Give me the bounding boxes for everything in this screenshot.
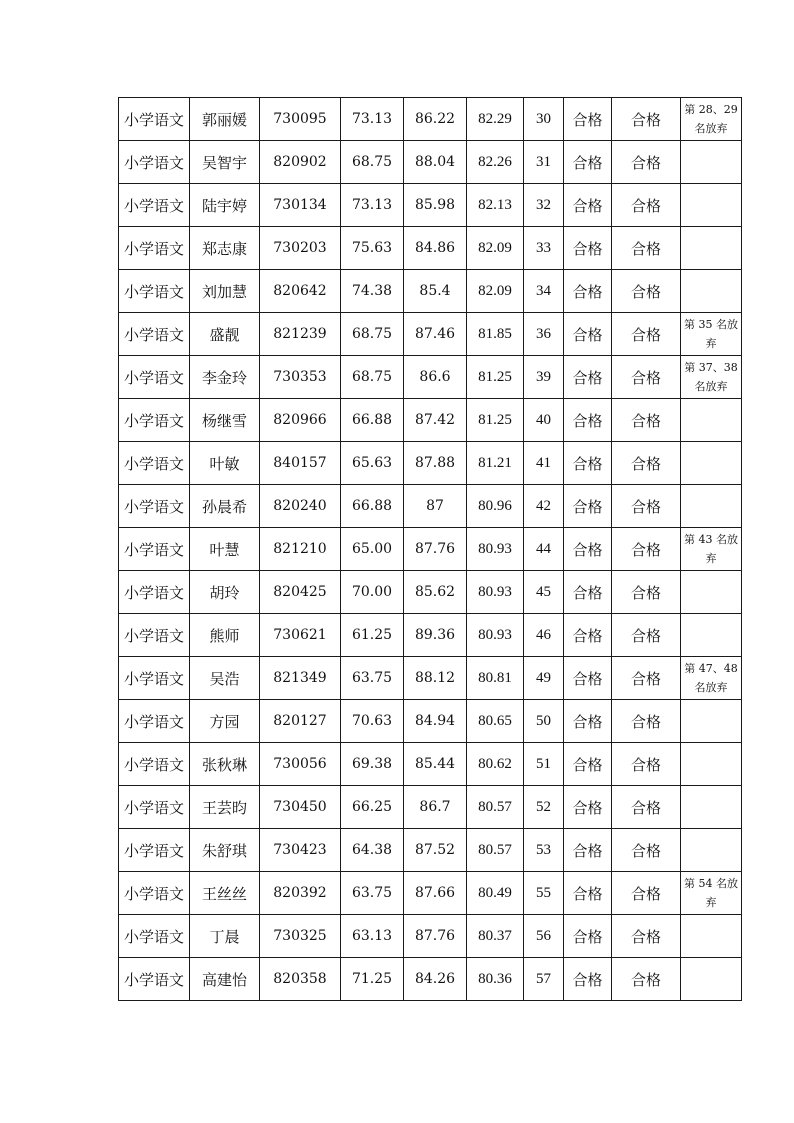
interview-score-cell: 86.7 xyxy=(404,786,467,829)
note-cell xyxy=(681,829,742,872)
name-cell: 高建怡 xyxy=(190,958,260,1001)
note-cell xyxy=(681,184,742,227)
note-cell xyxy=(681,313,742,356)
written-score-cell: 63.75 xyxy=(341,872,404,915)
rank-cell: 32 xyxy=(524,184,564,227)
name-cell: 王芸昀 xyxy=(190,786,260,829)
total-score-cell: 81.25 xyxy=(467,356,524,399)
candidate-id-cell: 730134 xyxy=(260,184,341,227)
physical-exam-cell: 合格 xyxy=(564,614,612,657)
name-cell: 李金玲 xyxy=(190,356,260,399)
rank-cell: 34 xyxy=(524,270,564,313)
table-row xyxy=(119,313,742,356)
table-row xyxy=(119,528,742,571)
note-line: 第 28、29 xyxy=(684,103,738,116)
review-cell: 合格 xyxy=(612,141,681,184)
review-cell: 合格 xyxy=(612,184,681,227)
note-line: 第 47、48 xyxy=(684,662,738,675)
rank-cell: 39 xyxy=(524,356,564,399)
candidate-id-cell: 840157 xyxy=(260,442,341,485)
name-cell: 方园 xyxy=(190,700,260,743)
interview-score-cell: 87 xyxy=(404,485,467,528)
note-line: 弃 xyxy=(705,896,717,909)
name-cell: 熊师 xyxy=(190,614,260,657)
subject-cell: 小学语文 xyxy=(119,98,190,141)
review-cell: 合格 xyxy=(612,528,681,571)
candidate-id-cell: 820127 xyxy=(260,700,341,743)
interview-score-cell: 84.94 xyxy=(404,700,467,743)
interview-score-cell: 86.6 xyxy=(404,356,467,399)
total-score-cell: 82.26 xyxy=(467,141,524,184)
name-cell: 胡玲 xyxy=(190,571,260,614)
subject-cell: 小学语文 xyxy=(119,528,190,571)
interview-score-cell: 89.36 xyxy=(404,614,467,657)
interview-score-cell: 87.46 xyxy=(404,313,467,356)
physical-exam-cell: 合格 xyxy=(564,829,612,872)
subject-cell: 小学语文 xyxy=(119,829,190,872)
note-cell xyxy=(681,915,742,958)
interview-score-cell: 87.52 xyxy=(404,829,467,872)
name-cell: 郭丽媛 xyxy=(190,98,260,141)
name-cell: 盛靓 xyxy=(190,313,260,356)
table-row xyxy=(119,571,742,614)
interview-score-cell: 84.86 xyxy=(404,227,467,270)
name-cell: 杨继雪 xyxy=(190,399,260,442)
subject-cell: 小学语文 xyxy=(119,442,190,485)
table-row xyxy=(119,227,742,270)
candidate-id-cell: 730353 xyxy=(260,356,341,399)
name-cell: 朱舒琪 xyxy=(190,829,260,872)
name-cell: 孙晨希 xyxy=(190,485,260,528)
rank-cell: 52 xyxy=(524,786,564,829)
note-cell xyxy=(681,270,742,313)
name-cell: 叶敏 xyxy=(190,442,260,485)
subject-cell: 小学语文 xyxy=(119,700,190,743)
total-score-cell: 82.29 xyxy=(467,98,524,141)
rank-cell: 53 xyxy=(524,829,564,872)
note-cell xyxy=(681,485,742,528)
rank-cell: 40 xyxy=(524,399,564,442)
total-score-cell: 81.21 xyxy=(467,442,524,485)
subject-cell: 小学语文 xyxy=(119,313,190,356)
rank-cell: 56 xyxy=(524,915,564,958)
subject-cell: 小学语文 xyxy=(119,657,190,700)
physical-exam-cell: 合格 xyxy=(564,98,612,141)
note-line: 弃 xyxy=(705,552,717,565)
written-score-cell: 68.75 xyxy=(341,313,404,356)
physical-exam-cell: 合格 xyxy=(564,958,612,1001)
rank-cell: 41 xyxy=(524,442,564,485)
total-score-cell: 82.13 xyxy=(467,184,524,227)
table-row xyxy=(119,872,742,915)
subject-cell: 小学语文 xyxy=(119,270,190,313)
interview-score-cell: 84.26 xyxy=(404,958,467,1001)
note-line: 名放弃 xyxy=(694,681,728,694)
subject-cell: 小学语文 xyxy=(119,614,190,657)
physical-exam-cell: 合格 xyxy=(564,786,612,829)
written-score-cell: 71.25 xyxy=(341,958,404,1001)
physical-exam-cell: 合格 xyxy=(564,356,612,399)
total-score-cell: 80.93 xyxy=(467,571,524,614)
physical-exam-cell: 合格 xyxy=(564,743,612,786)
total-score-cell: 80.62 xyxy=(467,743,524,786)
written-score-cell: 70.00 xyxy=(341,571,404,614)
rank-cell: 45 xyxy=(524,571,564,614)
physical-exam-cell: 合格 xyxy=(564,313,612,356)
name-cell: 吴浩 xyxy=(190,657,260,700)
subject-cell: 小学语文 xyxy=(119,743,190,786)
candidate-id-cell: 730056 xyxy=(260,743,341,786)
name-cell: 丁晨 xyxy=(190,915,260,958)
written-score-cell: 70.63 xyxy=(341,700,404,743)
subject-cell: 小学语文 xyxy=(119,571,190,614)
table-row xyxy=(119,98,742,141)
review-cell: 合格 xyxy=(612,829,681,872)
rank-cell: 44 xyxy=(524,528,564,571)
written-score-cell: 66.25 xyxy=(341,786,404,829)
name-cell: 郑志康 xyxy=(190,227,260,270)
note-line: 第 43 名放 xyxy=(684,533,738,546)
rank-cell: 46 xyxy=(524,614,564,657)
physical-exam-cell: 合格 xyxy=(564,485,612,528)
candidate-id-cell: 730423 xyxy=(260,829,341,872)
note-cell xyxy=(681,227,742,270)
candidate-id-cell: 730450 xyxy=(260,786,341,829)
total-score-cell: 82.09 xyxy=(467,270,524,313)
rank-cell: 55 xyxy=(524,872,564,915)
review-cell: 合格 xyxy=(612,270,681,313)
rank-cell: 49 xyxy=(524,657,564,700)
total-score-cell: 80.36 xyxy=(467,958,524,1001)
name-cell: 陆宇婷 xyxy=(190,184,260,227)
physical-exam-cell: 合格 xyxy=(564,442,612,485)
subject-cell: 小学语文 xyxy=(119,141,190,184)
subject-cell: 小学语文 xyxy=(119,227,190,270)
physical-exam-cell: 合格 xyxy=(564,915,612,958)
note-cell xyxy=(681,98,742,141)
note-cell xyxy=(681,528,742,571)
table-row xyxy=(119,614,742,657)
review-cell: 合格 xyxy=(612,485,681,528)
note-line: 第 37、38 xyxy=(684,361,738,374)
candidate-id-cell: 820358 xyxy=(260,958,341,1001)
total-score-cell: 80.96 xyxy=(467,485,524,528)
physical-exam-cell: 合格 xyxy=(564,700,612,743)
note-cell xyxy=(681,958,742,1001)
note-cell xyxy=(681,399,742,442)
subject-cell: 小学语文 xyxy=(119,485,190,528)
table-row xyxy=(119,829,742,872)
candidate-id-cell: 730325 xyxy=(260,915,341,958)
interview-score-cell: 87.42 xyxy=(404,399,467,442)
table-row xyxy=(119,485,742,528)
total-score-cell: 80.57 xyxy=(467,786,524,829)
physical-exam-cell: 合格 xyxy=(564,141,612,184)
written-score-cell: 66.88 xyxy=(341,485,404,528)
interview-score-cell: 86.22 xyxy=(404,98,467,141)
written-score-cell: 61.25 xyxy=(341,614,404,657)
note-line: 弃 xyxy=(705,337,717,350)
subject-cell: 小学语文 xyxy=(119,356,190,399)
review-cell: 合格 xyxy=(612,872,681,915)
subject-cell: 小学语文 xyxy=(119,872,190,915)
interview-score-cell: 85.4 xyxy=(404,270,467,313)
written-score-cell: 69.38 xyxy=(341,743,404,786)
candidate-id-cell: 820966 xyxy=(260,399,341,442)
table-row xyxy=(119,184,742,227)
candidate-id-cell: 820642 xyxy=(260,270,341,313)
subject-cell: 小学语文 xyxy=(119,958,190,1001)
physical-exam-cell: 合格 xyxy=(564,571,612,614)
name-cell: 王丝丝 xyxy=(190,872,260,915)
note-cell xyxy=(681,700,742,743)
note-cell xyxy=(681,356,742,399)
rank-cell: 33 xyxy=(524,227,564,270)
written-score-cell: 66.88 xyxy=(341,399,404,442)
candidate-id-cell: 730095 xyxy=(260,98,341,141)
interview-score-cell: 88.12 xyxy=(404,657,467,700)
note-line: 名放弃 xyxy=(694,122,728,135)
note-line: 第 54 名放 xyxy=(684,877,738,890)
note-cell xyxy=(681,571,742,614)
written-score-cell: 73.13 xyxy=(341,184,404,227)
review-cell: 合格 xyxy=(612,399,681,442)
candidate-id-cell: 821210 xyxy=(260,528,341,571)
table-row xyxy=(119,270,742,313)
total-score-cell: 80.37 xyxy=(467,915,524,958)
review-cell: 合格 xyxy=(612,98,681,141)
table-row xyxy=(119,399,742,442)
rank-cell: 36 xyxy=(524,313,564,356)
name-cell: 叶慧 xyxy=(190,528,260,571)
note-cell xyxy=(681,872,742,915)
candidate-id-cell: 820425 xyxy=(260,571,341,614)
interview-score-cell: 85.44 xyxy=(404,743,467,786)
note-cell xyxy=(681,657,742,700)
candidate-id-cell: 821239 xyxy=(260,313,341,356)
physical-exam-cell: 合格 xyxy=(564,528,612,571)
physical-exam-cell: 合格 xyxy=(564,399,612,442)
total-score-cell: 80.65 xyxy=(467,700,524,743)
table-row xyxy=(119,786,742,829)
candidate-id-cell: 820902 xyxy=(260,141,341,184)
note-cell xyxy=(681,614,742,657)
table-row xyxy=(119,743,742,786)
written-score-cell: 63.75 xyxy=(341,657,404,700)
review-cell: 合格 xyxy=(612,356,681,399)
written-score-cell: 65.63 xyxy=(341,442,404,485)
review-cell: 合格 xyxy=(612,614,681,657)
interview-score-cell: 87.88 xyxy=(404,442,467,485)
total-score-cell: 80.93 xyxy=(467,614,524,657)
physical-exam-cell: 合格 xyxy=(564,270,612,313)
total-score-cell: 80.57 xyxy=(467,829,524,872)
physical-exam-cell: 合格 xyxy=(564,184,612,227)
written-score-cell: 68.75 xyxy=(341,141,404,184)
interview-score-cell: 85.98 xyxy=(404,184,467,227)
rank-cell: 51 xyxy=(524,743,564,786)
total-score-cell: 80.81 xyxy=(467,657,524,700)
total-score-cell: 81.25 xyxy=(467,399,524,442)
interview-score-cell: 88.04 xyxy=(404,141,467,184)
results-table xyxy=(118,97,742,1001)
name-cell: 吴智宇 xyxy=(190,141,260,184)
review-cell: 合格 xyxy=(612,958,681,1001)
table-row xyxy=(119,657,742,700)
interview-score-cell: 87.76 xyxy=(404,528,467,571)
note-cell xyxy=(681,786,742,829)
candidate-id-cell: 820240 xyxy=(260,485,341,528)
review-cell: 合格 xyxy=(612,227,681,270)
review-cell: 合格 xyxy=(612,571,681,614)
interview-score-cell: 87.76 xyxy=(404,915,467,958)
written-score-cell: 68.75 xyxy=(341,356,404,399)
table-row xyxy=(119,442,742,485)
review-cell: 合格 xyxy=(612,313,681,356)
rank-cell: 31 xyxy=(524,141,564,184)
review-cell: 合格 xyxy=(612,700,681,743)
rank-cell: 57 xyxy=(524,958,564,1001)
written-score-cell: 63.13 xyxy=(341,915,404,958)
table-body xyxy=(119,98,742,1001)
total-score-cell: 82.09 xyxy=(467,227,524,270)
subject-cell: 小学语文 xyxy=(119,915,190,958)
table-row xyxy=(119,141,742,184)
candidate-id-cell: 821349 xyxy=(260,657,341,700)
subject-cell: 小学语文 xyxy=(119,184,190,227)
interview-score-cell: 87.66 xyxy=(404,872,467,915)
note-cell xyxy=(681,141,742,184)
note-cell xyxy=(681,442,742,485)
physical-exam-cell: 合格 xyxy=(564,227,612,270)
name-cell: 张秋琳 xyxy=(190,743,260,786)
review-cell: 合格 xyxy=(612,743,681,786)
rank-cell: 42 xyxy=(524,485,564,528)
total-score-cell: 80.93 xyxy=(467,528,524,571)
note-cell xyxy=(681,743,742,786)
rank-cell: 30 xyxy=(524,98,564,141)
written-score-cell: 73.13 xyxy=(341,98,404,141)
written-score-cell: 64.38 xyxy=(341,829,404,872)
table-row xyxy=(119,915,742,958)
candidate-id-cell: 730621 xyxy=(260,614,341,657)
total-score-cell: 81.85 xyxy=(467,313,524,356)
written-score-cell: 75.63 xyxy=(341,227,404,270)
note-line: 第 35 名放 xyxy=(684,318,738,331)
table-row xyxy=(119,958,742,1001)
note-line: 名放弃 xyxy=(694,380,728,393)
review-cell: 合格 xyxy=(612,915,681,958)
review-cell: 合格 xyxy=(612,442,681,485)
table-row xyxy=(119,700,742,743)
candidate-id-cell: 820392 xyxy=(260,872,341,915)
physical-exam-cell: 合格 xyxy=(564,657,612,700)
physical-exam-cell: 合格 xyxy=(564,872,612,915)
subject-cell: 小学语文 xyxy=(119,399,190,442)
written-score-cell: 65.00 xyxy=(341,528,404,571)
review-cell: 合格 xyxy=(612,657,681,700)
interview-score-cell: 85.62 xyxy=(404,571,467,614)
name-cell: 刘加慧 xyxy=(190,270,260,313)
rank-cell: 50 xyxy=(524,700,564,743)
subject-cell: 小学语文 xyxy=(119,786,190,829)
review-cell: 合格 xyxy=(612,786,681,829)
table-row xyxy=(119,356,742,399)
total-score-cell: 80.49 xyxy=(467,872,524,915)
candidate-id-cell: 730203 xyxy=(260,227,341,270)
written-score-cell: 74.38 xyxy=(341,270,404,313)
